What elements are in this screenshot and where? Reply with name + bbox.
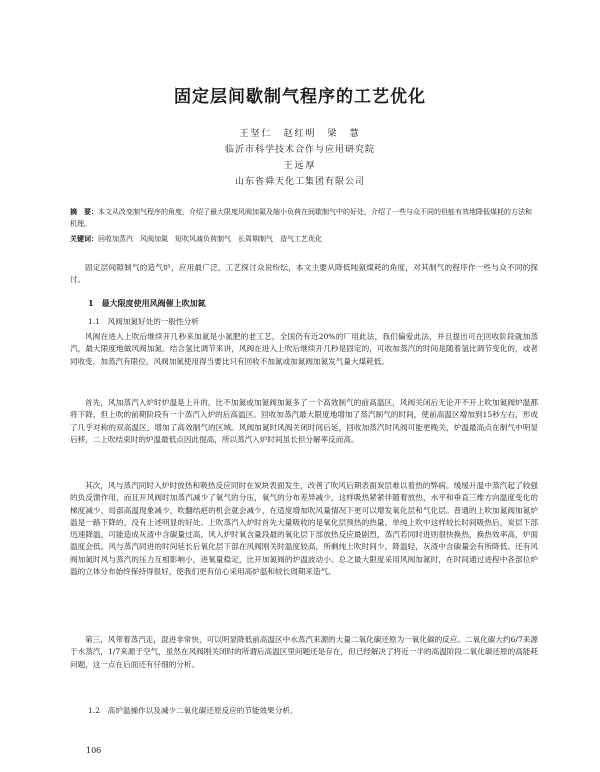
- keywords-text: 回收加蒸汽 风阀加氮 短吹风减负荷制气 长周期制气 造气工艺优化: [98, 235, 322, 243]
- section-heading-1: 1 最大限度使用风阀催上吹加氮: [88, 298, 206, 308]
- abstract-text: 本文从改变制气程序的角度，介绍了最大限度风阀加氮及缩小负荷在间歇制气中的好处，介绍了一些与众不同的但能有效地降低煤耗的方法和机理。: [70, 208, 532, 228]
- affiliation-2: 山东省舜天化工集团有限公司: [234, 177, 365, 187]
- subsection-heading-1-2: 1.2 高炉温操作以及减少二氧化碳还原反应的节能效果分析。: [88, 706, 298, 715]
- body-paragraph-4: 第三，风带着蒸汽走，混进非常快，可以明显降低前高温区中水蒸汽来源的大量二氧化碳还原为一氧化碳的反应。二氧化碳大约6/7来源于水蒸汽，1/7来源于空气，虽然在风阀刚关闭时的所谓后高温区里问题还是存在，但已经解决了将近一半的高温阶段二氧化碳还原的高能耗问题，这一点在后面还有仔细的分析。: [70, 635, 538, 669]
- page-number: 106: [86, 746, 102, 755]
- authors-line-2: 王远厚: [283, 161, 317, 171]
- affiliation-1: 临沂市科学技术合作与应用研究院: [224, 145, 375, 155]
- authors-line-1: 王坚仁 赵红明 梁 慧: [239, 129, 361, 139]
- keywords: [70, 233, 538, 245]
- body-paragraph-3: 其次，风与蒸汽同时入炉时放热和吸热反应同时在炭块表面发生，改善了吹风后期表面炭层难以着热的弊病。缓缓升温中蒸汽起了较强的负反馈作用，而且开风阀时加蒸汽减少了氧气的分压，氧气的分布差异减少，这样吸热紧紧伴随着放热，水平和垂直三维方向温度变化的梯度减少，局部高温现象减少，吹翻结疤的机会就会减少，在适度增加吹风量情况下更可以增发氧化层和气化层。普通的上吹加氮阀加氮炉温是一路下降的，没有上述明显的好处。上吹蒸汽入炉时首先大量吸收的是氧化层预热的热量，单纯上吹中这样较长时间吸热后，炭层下部迅速降温，可能造成灰渣中含碳量过高。风入炉时氧含量段最的氧化层下部放热反应最剧烈，蒸汽若同时进则很快换热，换热效率高，炉面温度会低。风与蒸汽同进的时间延长后氧化层下部在风阀刚关时温度较高，所剩纯上吹时间少，降温轻，灰渣中含碳量会有所降低。还有风阀加氮时风与蒸汽的压力互相影响小，进氧量稳定，比开加氮阀的炉温波动小。总之最大限度采用风阀加氮时，在时间通过进程中各部位炉温的立体分布始终保持得很好，使我们更有信心采用高炉温和较长周期来造气。: [70, 481, 538, 577]
- body-paragraph-2: 首先，风加蒸汽入炉时炉温是上升的，比不加氮或加氮阀加氮多了一个高效制气的前高温区，风阀关闭后无论开不开上吹加氮阀炉温都将下降，但上吹的前期阶段有一个蒸汽入炉的后高温区。回收加蒸汽最大限度地增加了蒸汽制气的时间，使前高温区增加到15秒左右，形成了几乎对称的双高温区，增加了高效制气的区域。风阀加氮时风阀关闭时间后延，回收加蒸汽时风阀可能更晚关，炉温最高点在制气中明显后移，二上吹结束时的炉温最低点因此提高，所以蒸汽入炉时间虽长但分解率反而高。: [70, 398, 538, 444]
- paper-title: 固定层间歇制气程序的工艺优化: [174, 87, 426, 107]
- body-paragraph-1: 风阀在进入上吹后继续开几秒来加氮是小氮肥的老工艺，全国仍有近20%的厂用此法，我们偏爱此法，并且提出可在回收阶段就加蒸汽，最大限度地做风阀加氮。结合氢比调节来讲，风阀在进入上吹后继续开几秒是固定的，可收加蒸汽的时间是随着氢比调节变化的，或者同收变，加蒸汽有限位。风阀加氮使用得当要比只有回收不加氮或加氮阀加氮发气量大煤耗低。: [70, 332, 538, 366]
- intro-paragraph: 固定层间隙制气的造气炉，应用最广泛，工艺探讨众说纷纭，本文主要从降低吨氨煤耗的角度，对其制气的程序作一些与众不同的探讨。: [70, 263, 538, 285]
- abstract: [70, 206, 538, 230]
- abstract-label: 摘 要：: [70, 207, 98, 216]
- subsection-heading-1-1: 1.1 风阀加氮好处的一般性分析: [88, 317, 199, 326]
- keywords-label: 关键词：: [70, 234, 98, 243]
